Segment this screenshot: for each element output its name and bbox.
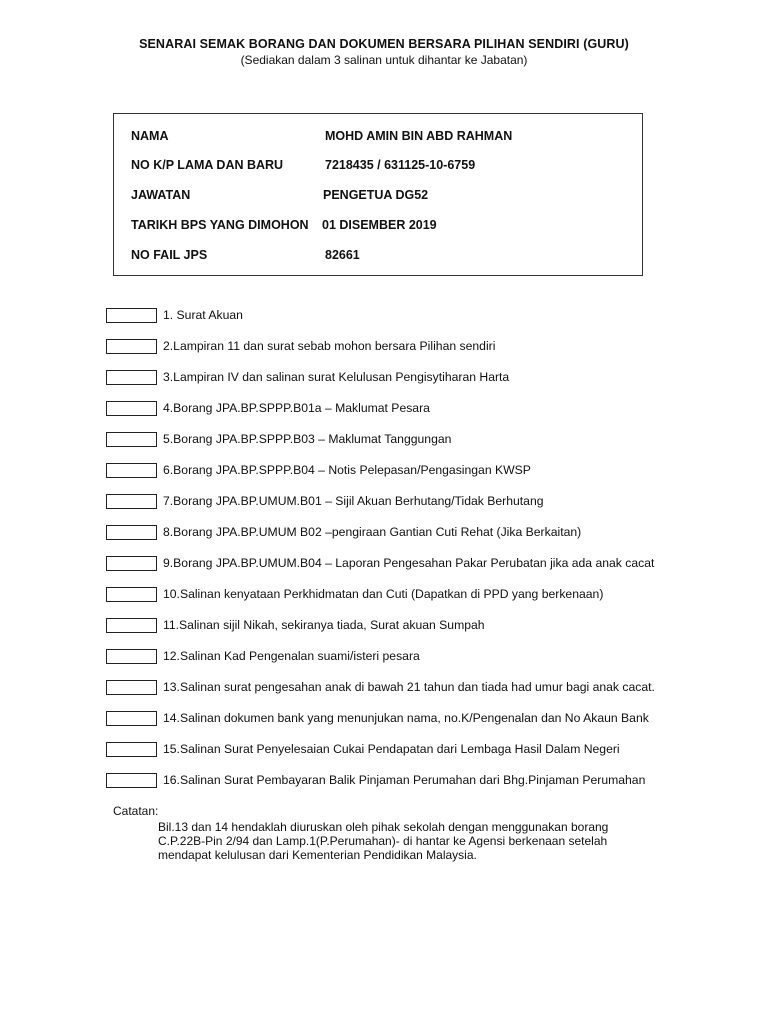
checkbox[interactable] — [106, 742, 157, 757]
applicant-info-box — [113, 113, 643, 276]
notes-label: Catatan: — [113, 804, 159, 818]
info-label: NO FAIL JPS — [131, 248, 208, 262]
checklist-item-label: 9.Borang JPA.BP.UMUM.B04 – Laporan Pengesahan Pakar Perubatan jika ada anak cacat — [163, 556, 655, 570]
checklist-item-label: 13.Salinan surat pengesahan anak di bawah 21 tahun dan tiada had umur bagi anak cacat. — [163, 680, 655, 694]
checklist-item-label: 1. Surat Akuan — [163, 308, 243, 322]
checkbox[interactable] — [106, 773, 157, 788]
checklist-item-label: 8.Borang JPA.BP.UMUM B02 –pengiraan Gantian Cuti Rehat (Jika Berkaitan) — [163, 525, 582, 539]
checkbox[interactable] — [106, 432, 157, 447]
checkbox[interactable] — [106, 587, 157, 602]
info-value: MOHD AMIN BIN ABD RAHMAN — [325, 129, 513, 143]
info-label: NAMA — [131, 129, 169, 143]
checkbox[interactable] — [106, 463, 157, 478]
checklist-item-label: 4.Borang JPA.BP.SPPP.B01a – Maklumat Pesara — [163, 401, 430, 415]
info-value: 01 DISEMBER 2019 — [322, 218, 437, 232]
info-value: PENGETUA DG52 — [323, 188, 429, 202]
info-label: JAWATAN — [131, 188, 191, 202]
checkbox[interactable] — [106, 494, 157, 509]
checklist-item-label: 12.Salinan Kad Pengenalan suami/isteri pesara — [163, 649, 420, 663]
checklist-item-label: 7.Borang JPA.BP.UMUM.B01 – Sijil Akuan Berhutang/Tidak Berhutang — [163, 494, 544, 508]
checklist-item-label: 3.Lampiran IV dan salinan surat Kelulusan Pengisytiharan Harta — [163, 370, 510, 384]
checklist-item-label: 5.Borang JPA.BP.SPPP.B03 – Maklumat Tanggungan — [163, 432, 452, 446]
checklist-item-label: 16.Salinan Surat Pembayaran Balik Pinjaman Perumahan dari Bhg.Pinjaman Perumahan — [163, 773, 646, 787]
page-subtitle: (Sediakan dalam 3 salinan untuk dihantar ke Jabatan) — [240, 53, 528, 67]
checkbox[interactable] — [106, 556, 157, 571]
checklist-item-label: 14.Salinan dokumen bank yang menunjukan nama, no.K/Pengenalan dan No Akaun Bank — [163, 711, 649, 725]
page-title: SENARAI SEMAK BORANG DAN DOKUMEN BERSARA PILIHAN SENDIRI (GURU) — [139, 37, 629, 51]
notes-line: mendapat kelulusan dari Kementerian Pendidikan Malaysia. — [158, 848, 477, 862]
checkbox[interactable] — [106, 308, 157, 323]
checkbox[interactable] — [106, 525, 157, 540]
info-label: NO K/P LAMA DAN BARU — [131, 158, 284, 172]
checkbox[interactable] — [106, 339, 157, 354]
checkbox[interactable] — [106, 370, 157, 385]
checkbox[interactable] — [106, 711, 157, 726]
info-value: 82661 — [325, 248, 360, 262]
checklist-item-label: 10.Salinan kenyataan Perkhidmatan dan Cuti (Dapatkan di PPD yang berkenaan) — [163, 587, 604, 601]
checklist-item-label: 15.Salinan Surat Penyelesaian Cukai Pendapatan dari Lembaga Hasil Dalam Negeri — [163, 742, 620, 756]
info-label: TARIKH BPS YANG DIMOHON — [131, 218, 309, 232]
checklist-item-label: 11.Salinan sijil Nikah, sekiranya tiada, Surat akuan Sumpah — [163, 618, 485, 632]
notes-body — [158, 820, 678, 862]
checklist-item-label: 6.Borang JPA.BP.SPPP.B04 – Notis Pelepasan/Pengasingan KWSP — [163, 463, 531, 477]
info-value: 7218435 / 631125-10-6759 — [325, 158, 476, 172]
checkbox[interactable] — [106, 680, 157, 695]
notes-line: Bil.13 dan 14 hendaklah diuruskan oleh pihak sekolah dengan menggunakan borang — [158, 820, 609, 834]
checkbox[interactable] — [106, 649, 157, 664]
checkbox[interactable] — [106, 401, 157, 416]
checkbox[interactable] — [106, 618, 157, 633]
checklist-item-label: 2.Lampiran 11 dan surat sebab mohon bersara Pilihan sendiri — [163, 339, 496, 353]
notes-line: C.P.22B-Pin 2/94 dan Lamp.1(P.Perumahan)- di hantar ke Agensi berkenaan setelah — [158, 834, 608, 848]
